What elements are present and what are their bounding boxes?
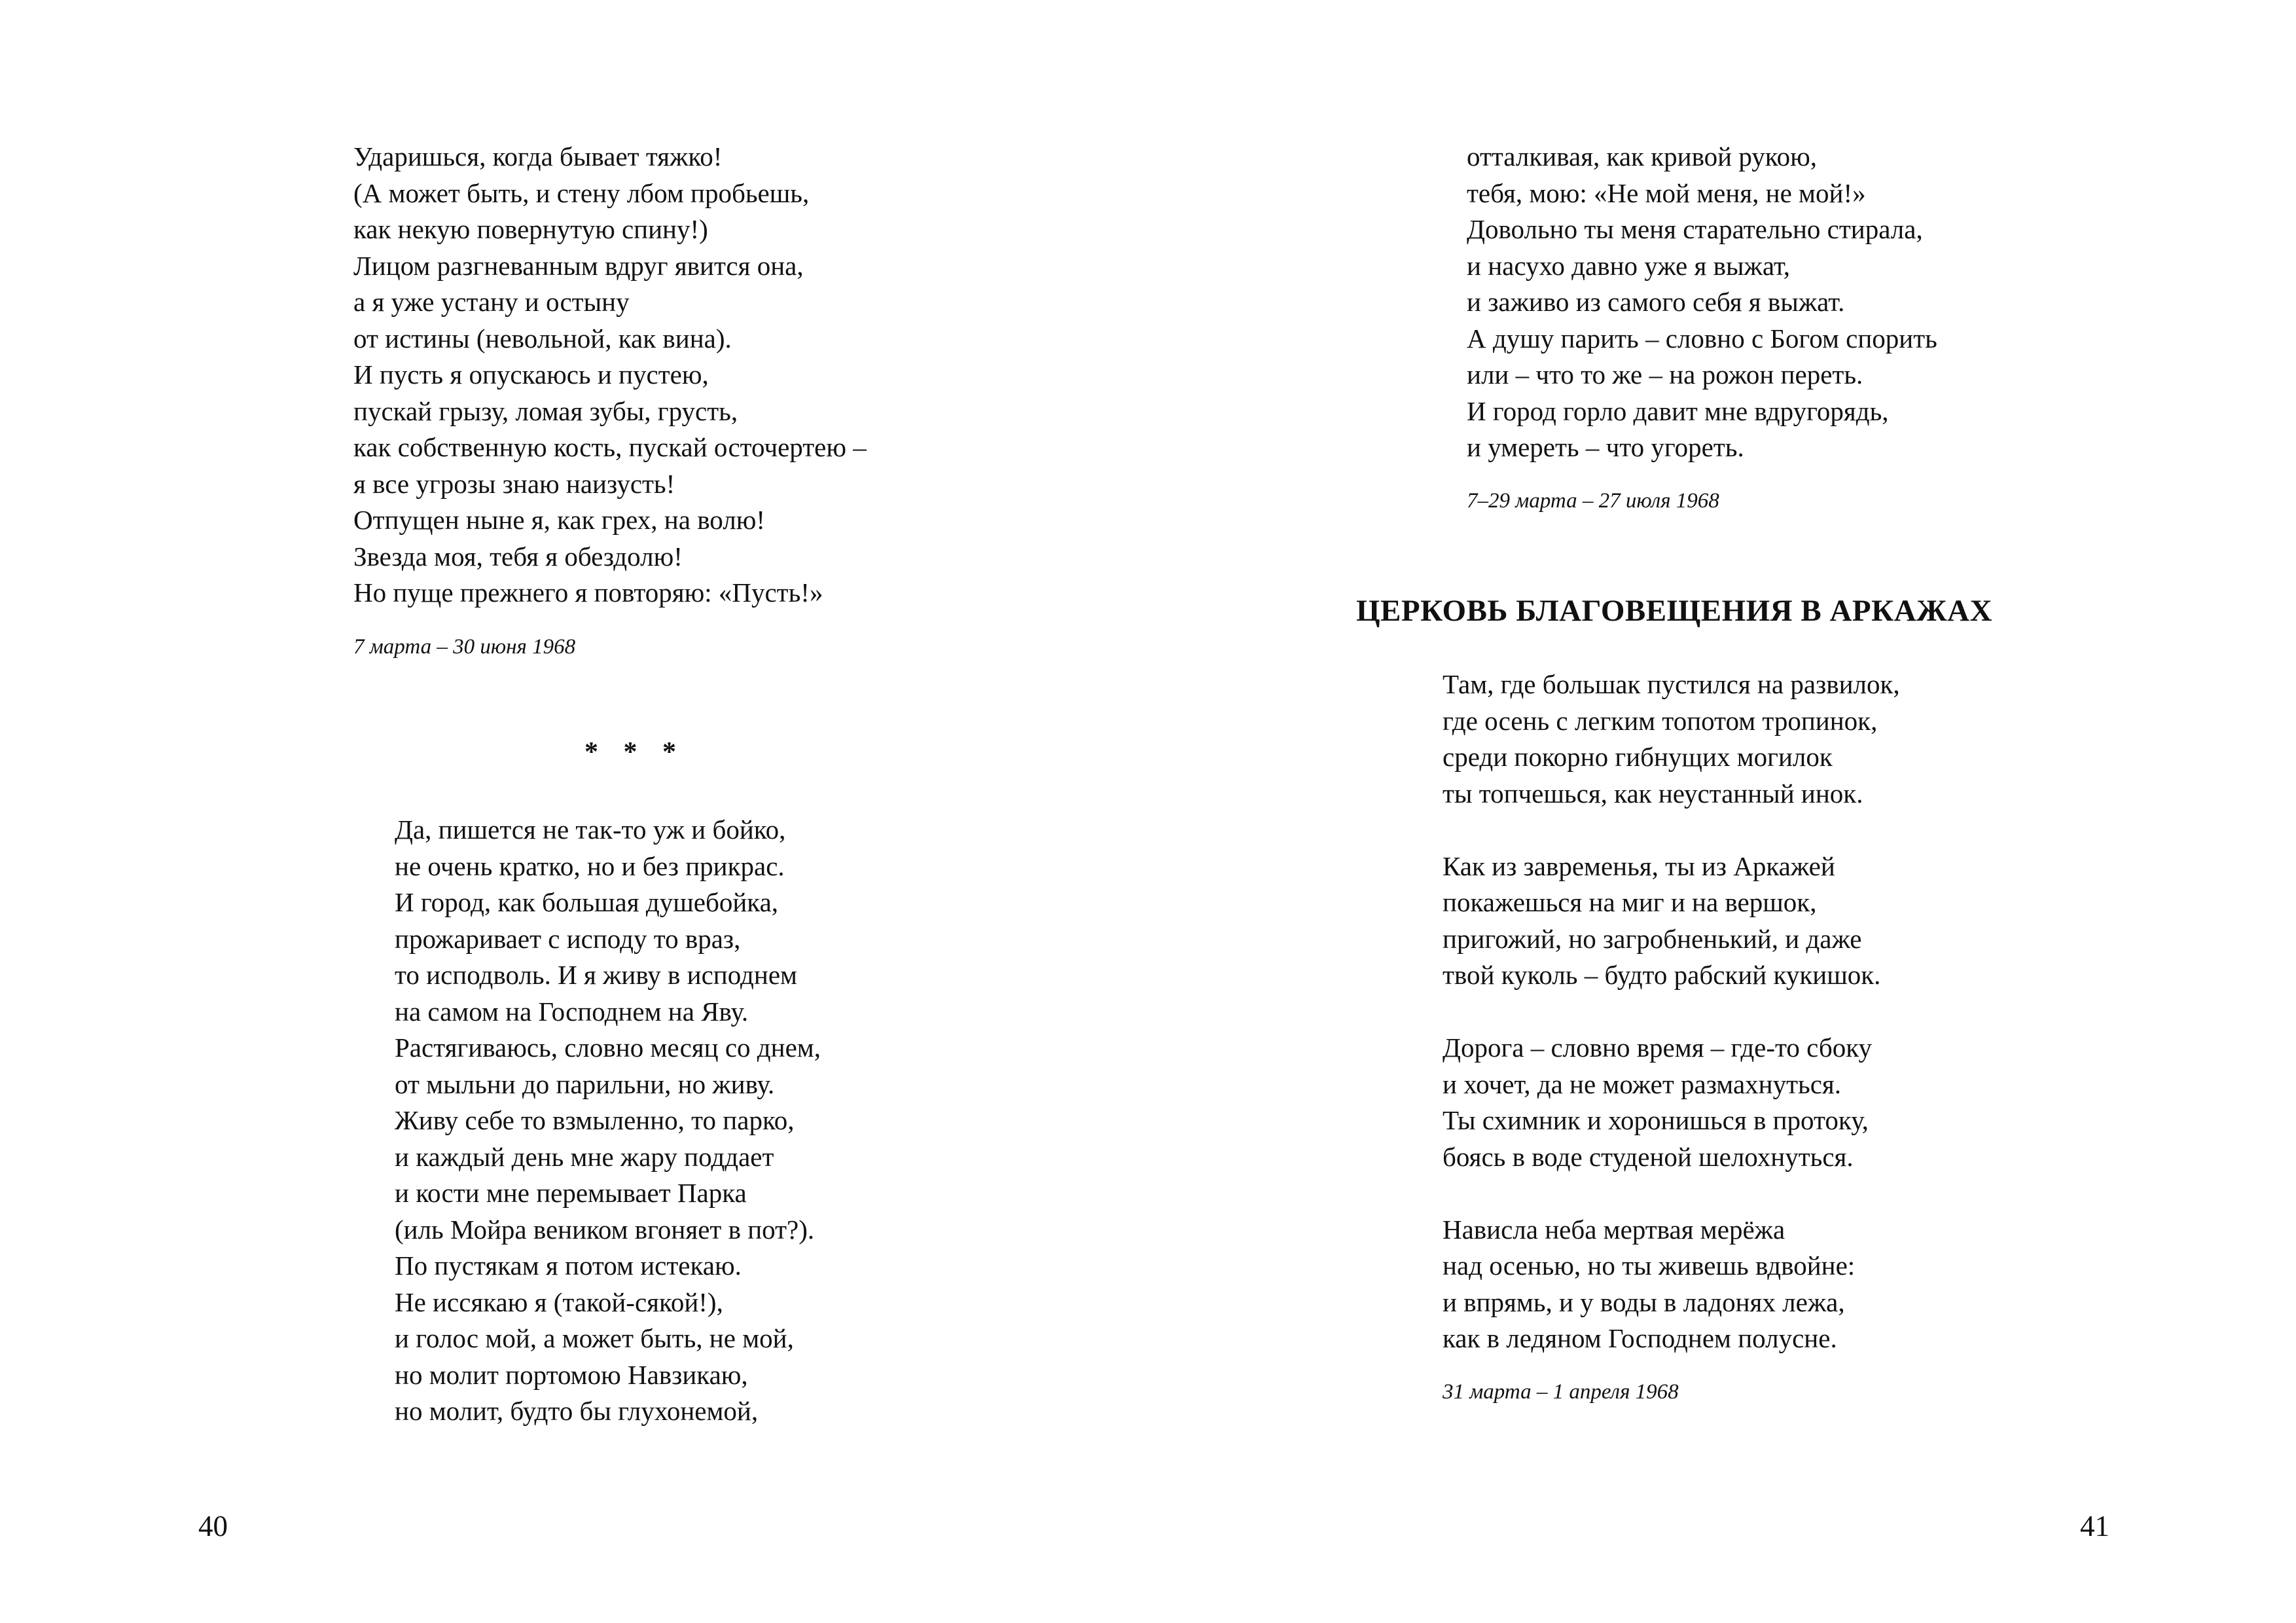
poem-line: как собственную кость, пускай осточертею – xyxy=(353,432,867,462)
poem-line: а я уже устану и остыну xyxy=(353,287,630,317)
section-separator: * * * xyxy=(584,737,685,767)
poem-line: но молит портомою Навзикаю, xyxy=(395,1359,748,1390)
poem-line: Звезда моя, тебя я обездолю! xyxy=(353,541,683,572)
poem-line: и насухо давно уже я выжат, xyxy=(1467,250,1791,281)
poem-line: и заживо из самого себя я выжат. xyxy=(1467,287,1845,317)
poem-line: ты топчешься, как неустанный инок. xyxy=(1443,778,1863,809)
poem-stanza xyxy=(1443,666,1900,812)
poem-line: И город, как большая душебойка, xyxy=(395,887,779,917)
poem-line: Отпущен ныне я, как грех, на волю! xyxy=(353,505,765,535)
poem-line: Да, пишется не так-то уж и бойко, xyxy=(395,814,786,845)
poem-line: как в ледяном Господнем полусне. xyxy=(1443,1323,1837,1353)
poem-line: отталкивая, как кривой рукою, xyxy=(1467,141,1818,172)
poem-line: (иль Мойра веником вгоняет в пот?). xyxy=(395,1214,815,1245)
poem-line: И пусть я опускаюсь и пустею, xyxy=(353,359,709,390)
poem-line: (А может быть, и стену лбом пробьешь, xyxy=(353,177,810,208)
poem-stanza xyxy=(1443,848,1900,994)
poem-line: боясь в воде студеной шелохнуться. xyxy=(1443,1141,1854,1172)
poem-line: но молит, будто бы глухонемой, xyxy=(395,1396,759,1426)
poem-1-text xyxy=(353,139,867,611)
poem-line: я все угрозы знаю наизусть! xyxy=(353,468,675,499)
poem-line: И город горло давит мне вдругорядь, xyxy=(1467,395,1889,426)
poem-3-date: 31 марта – 1 апреля 1968 xyxy=(1443,1380,1679,1404)
poem-line: и голос мой, а может быть, не мой, xyxy=(395,1323,794,1353)
poem-2-date: 7–29 марта – 27 июля 1968 xyxy=(1467,489,1719,513)
poem-line: По пустякам я потом истекаю. xyxy=(395,1250,742,1281)
poem-line: Дорога – словно время – где-то сбоку xyxy=(1443,1032,1873,1063)
poem-line: где осень с легким топотом тропинок, xyxy=(1443,705,1878,736)
poem-line: Ударишься, когда бывает тяжко! xyxy=(353,141,723,172)
poem-line: Ты схимник и хоронишься в протоку, xyxy=(1443,1105,1869,1135)
poem-line: тебя, мою: «Не мой меня, не мой!» xyxy=(1467,177,1866,208)
poem-line: или – что то же – на рожон переть. xyxy=(1467,359,1863,390)
poem-line: и впрямь, и у воды в ладонях лежа, xyxy=(1443,1286,1845,1317)
page-number-left: 40 xyxy=(198,1510,228,1542)
poem-line: и умереть – что угореть. xyxy=(1467,432,1744,462)
poem-3-text xyxy=(1443,666,1900,1357)
poem-line: Живу себе то взмыленно, то парко, xyxy=(395,1105,795,1135)
poem-line: от истины (невольной, как вина). xyxy=(353,323,732,354)
poem-3-title: ЦЕРКОВЬ БЛАГОВЕЩЕНИЯ В АРКАЖАХ xyxy=(1356,594,1993,628)
poem-line: Но пуще прежнего я повторяю: «Пусть!» xyxy=(353,577,823,608)
poem-line: как некую повернутую спину!) xyxy=(353,214,708,244)
poem-line: на самом на Господнем на Яву. xyxy=(395,996,749,1027)
poem-line: Там, где большак пустился на развилок, xyxy=(1443,669,1900,699)
poem-line: Довольно ты меня старательно стирала, xyxy=(1467,214,1923,244)
poem-2-text xyxy=(395,812,821,1430)
poem-line: Лицом разгневанным вдруг явится она, xyxy=(353,250,804,281)
poem-2-continued-text xyxy=(1467,139,1937,466)
poem-line: пускай грызу, ломая зубы, грусть, xyxy=(353,395,738,426)
poem-line: и кости мне перемывает Парка xyxy=(395,1178,747,1208)
poem-line: Как из завременья, ты из Аркажей xyxy=(1443,850,1835,881)
poem-line: А душу парить – словно с Богом спорить xyxy=(1467,323,1937,354)
poem-line: прожаривает с исподу то враз, xyxy=(395,923,741,954)
poem-line: то исподволь. И я живу в исподнем xyxy=(395,960,797,990)
poem-line: Растягиваюсь, словно месяц со днем, xyxy=(395,1032,821,1063)
poem-1-date: 7 марта – 30 июня 1968 xyxy=(353,635,576,659)
poem-line: и каждый день мне жару поддает xyxy=(395,1141,774,1172)
poem-line: над осенью, но ты живешь вдвойне: xyxy=(1443,1250,1856,1281)
poem-line: пригожий, но загробненький, и даже xyxy=(1443,923,1862,954)
poem-stanza xyxy=(1443,1212,1900,1357)
poem-line: от мыльни до парильни, но живу. xyxy=(395,1068,775,1099)
poem-line: твой куколь – будто рабский кукишок. xyxy=(1443,960,1881,990)
poem-line: покажешься на миг и на вершок, xyxy=(1443,887,1817,917)
page-number-right: 41 xyxy=(2080,1510,2109,1542)
poem-stanza xyxy=(1443,1030,1900,1175)
poem-line: Нависла неба мертвая мерёжа xyxy=(1443,1214,1785,1245)
poem-line: не очень кратко, но и без прикрас. xyxy=(395,850,785,881)
poem-line: Не иссякаю я (такой-сякой!), xyxy=(395,1286,723,1317)
poem-line: и хочет, да не может размахнуться. xyxy=(1443,1068,1842,1099)
poem-line: среди покорно гибнущих могилок xyxy=(1443,742,1833,772)
